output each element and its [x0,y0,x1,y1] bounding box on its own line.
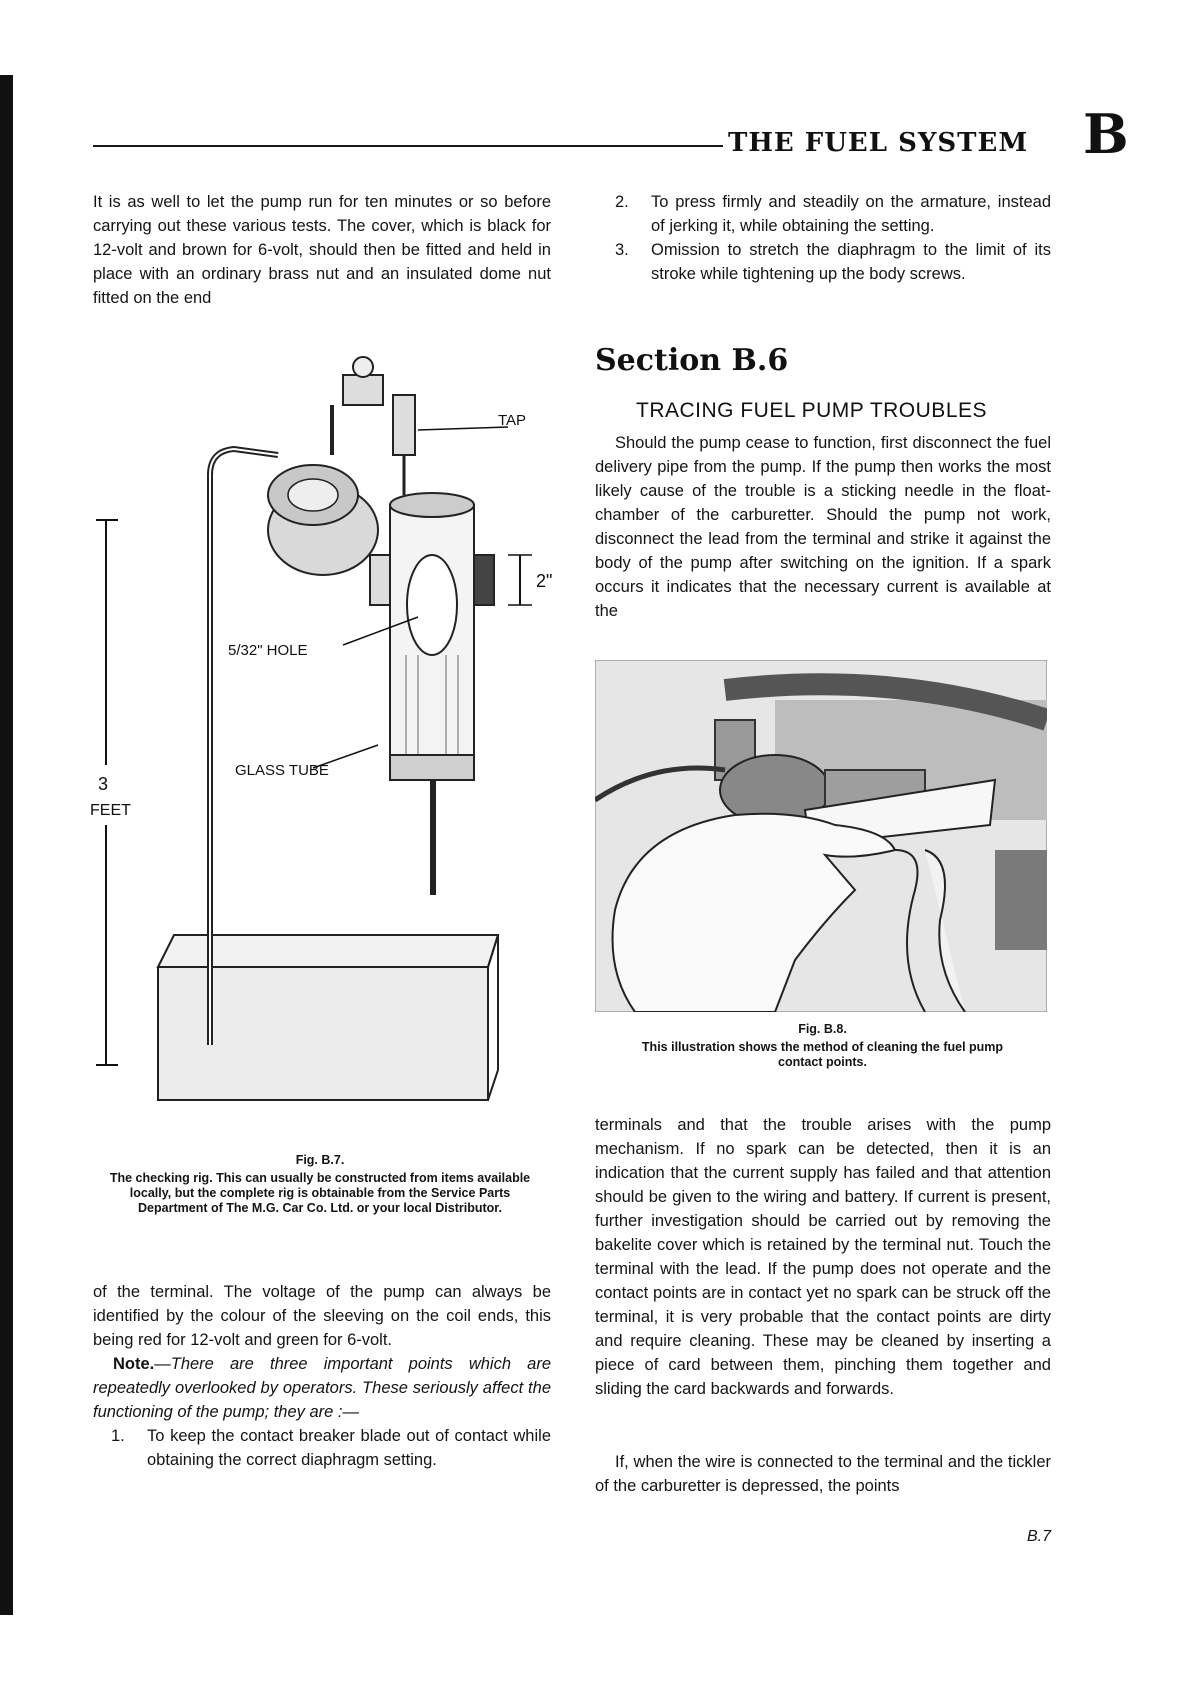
left-list [111,1424,551,1472]
figure-b7-caption [95,1153,545,1216]
intro-paragraph: It is as well to let the pump run for ten minutes or so before carrying out these various tests. The cover, which is black for 12-volt and brown for 6-volt, should then be fitted and held in place with an ordinary brass nut and an insulated dome nut fitted on the end [93,193,551,307]
header-rule [93,145,723,147]
note-text: —There are three important points which are repeatedly overlooked by operators. These seriously affect the functioning of the pump; they are :— [93,1355,551,1421]
label-glass-tube: GLASS TUBE [235,762,329,779]
label-3: 3 [98,774,109,794]
figure-b7-label: Fig. B.7. [295,1153,345,1167]
section-heading: Section B.6 [595,343,789,378]
tap [393,395,415,455]
label-feet: FEET [90,802,131,819]
list-item [111,1424,551,1472]
figure-b8-label: Fig. B.8. [798,1022,847,1036]
figure-b8-caption [620,1022,1025,1070]
list-item-number: 1. [111,1427,125,1445]
note-paragraph [93,1352,551,1424]
continuation-paragraph: of the terminal. The voltage of the pump can always be identified by the colour of the sleeving on the coil ends, this being red for 12-volt and green for 6-volt. [93,1283,551,1349]
list-item [615,238,1051,286]
page-header-title: THE FUEL SYSTEM [728,128,1029,158]
figure-b7-checking-rig [88,355,568,1155]
hole-window [407,555,457,655]
list-item-number: 2. [615,193,629,211]
figure-b7-caption-text: The checking rig. This can usually be constructed from items available locally, but the complete rig is obtainable from the Service Parts Department of The M.G. Car Co. Ltd. or your local Distributor. [109,1171,531,1215]
list-item-text: To keep the contact breaker blade out of contact while obtaining the correct diaphragm setting. [147,1427,551,1469]
section-letter: B [1083,102,1129,166]
tracing-paragraph-1: Should the pump cease to function, first disconnect the fuel delivery pipe from the pump. If the pump then works the most likely cause of the trouble is a sticking needle in the float-chamber of the carburetter. Should the pump not work, disconnect the lead from the terminal and strike it against the body of the pump after switching on the ignition. If a spark occurs it indicates that the necessary current is available at the [595,434,1051,620]
page-number: B.7 [1027,1528,1052,1545]
list-item [615,190,1051,238]
label-hole: 5/32" HOLE [228,642,308,659]
right-list [615,190,1051,286]
list-item-text: To press firmly and steadily on the armature, instead of jerking it, while obtaining the setting. [651,193,1051,235]
tracing-paragraph-2: terminals and that the trouble arises with the pump mechanism. If no spark can be detected, then it is an indication that the current supply has failed and that attention should be given to the wiring and battery. If current is present, further investigation should be carried out by removing the bakelite cover which is retained by the terminal nut. Touch the terminal with the lead. If the pump does not operate and the contact points are in contact yet no spark can be struck off the terminal, it is very probable that the contact points are dirty and require cleaning. These may be cleaned by inserting a piece of card between them, pinching them together and sliding the card backwards and forwards. [595,1116,1051,1398]
list-item-number: 3. [615,241,629,259]
figure-b8-photo [595,660,1047,1012]
binding-edge [0,75,13,1615]
note-label: Note. [113,1355,155,1373]
figure-b8-caption-text: This illustration shows the method of cleaning the fuel pump contact points. [641,1040,1004,1069]
tracing-paragraph-3: If, when the wire is connected to the terminal and the tickler of the carburetter is depressed, the points [595,1453,1051,1495]
label-tap: TAP [498,412,527,429]
list-item-text: Omission to stretch the diaphragm to the limit of its stroke while tightening up the body screws. [651,241,1051,283]
label-2-inch: 2" [536,571,553,591]
left-continuation-text [93,1280,551,1424]
section-subheading: TRACING FUEL PUMP TROUBLES [636,399,988,422]
